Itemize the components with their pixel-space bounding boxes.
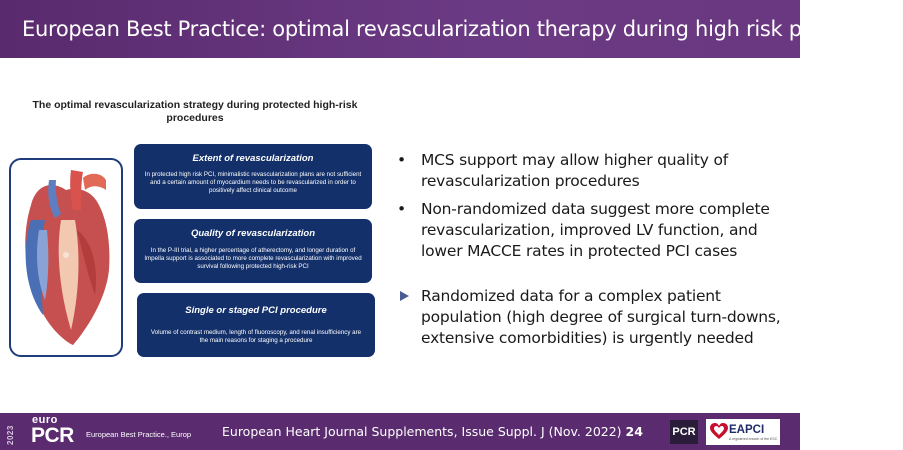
card-extent-of-revascularization [134,144,372,209]
footer-short-title: European Best Practice., Europ [86,430,192,439]
bullet-dot-icon: • [397,151,406,169]
card-body: In the P-III trial, a higher percentage of atherectomy, and longer duration of Impella support is associated to more complete revascularization with improved survival following protected high-risk PCI [144,247,362,270]
heart-logo-icon [709,422,729,442]
card-body: In protected high risk PCI, minimalistic revascularization plans are not sufficient and a certain amount of myocardium needs to be revascularized in order to positively affect clinical outcome [144,171,362,194]
footer-year: 2023 [6,425,15,445]
footer-citation [222,424,643,439]
bullet-dot-icon: • [397,200,406,218]
figure-title: The optimal revascularization strategy during protected high-risk procedures [32,99,358,124]
bullet-text: Randomized data for a complex patient population (high degree of surgical turn-downs, extensive comorbidities) is urgently needed [421,287,781,347]
citation-text: European Heart Journal Supplements, Issue Suppl. J (Nov. 2022) [222,424,622,439]
slide-title: European Best Practice: optimal revascularization therapy during high risk procedures [22,17,903,41]
bullet-item [397,199,792,262]
card-title: Single or staged PCI procedure [185,305,327,316]
eapci-logo [706,419,780,445]
eapci-label: EAPCI [729,424,765,436]
europcr-logo-euro: euro [32,414,58,426]
card-title: Quality of revascularization [190,228,316,239]
eapci-sub: A registered branch of the ESC [729,437,778,441]
bullet-text: MCS support may allow higher quality of revascularization procedures [421,151,729,190]
card-title: Extent of revascularization [192,153,314,164]
pcr-badge: PCR [670,420,698,444]
card-quality-of-revascularization [134,219,372,283]
bullet-list [397,150,792,349]
page-number: 24 [625,424,643,439]
heart-icon [11,160,121,355]
bullet-text: Non-randomized data suggest more complete revascularization, improved LV function, and lower MACCE rates in protected PCI cases [421,200,770,260]
slide-title-bar [0,0,903,58]
bullet-item [397,150,792,192]
card-single-or-staged-pci [137,293,375,357]
card-body: Volume of contrast medium, length of fluoroscopy, and renal insufficiency are the main reasons for staging a procedure [150,329,362,344]
heart-illustration [9,158,123,357]
europcr-logo-pcr: PCR [31,424,74,447]
triangle-bullet-icon [400,291,409,301]
bullet-item [397,286,792,349]
